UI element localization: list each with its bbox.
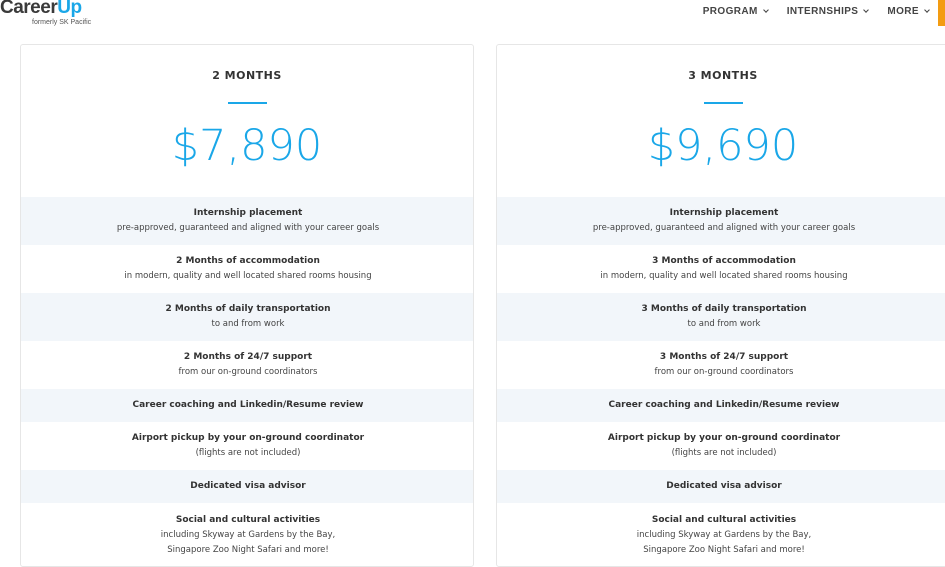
feature-row: Airport pickup by your on-ground coordinator (flights are not included) [607,433,841,458]
nav-item-more[interactable]: MORE [887,6,929,17]
feature-row: 3 Months of accommodation in modern, quality and well located shared rooms housing [600,256,848,281]
logo-wordmark: CareerUp [0,0,82,18]
plan-price: $9,690 [647,121,799,171]
title-divider [704,102,743,104]
feature-row: Social and cultural activities including Skyway at Gardens by the Bay, Singapore Zoo Night Safari and more! [160,514,336,555]
site-header [0,0,945,36]
pricing-card-2-months [20,44,474,567]
plan-title: 2 MONTHS [212,69,282,82]
nav-item-internships[interactable]: INTERNSHIPS [787,6,869,17]
feature-row: 3 Months of daily transportation to and from work [497,293,945,341]
feature-list [497,197,945,567]
main-nav [703,6,929,17]
feature-row: 2 Months of accommodation in modern, quality and well located shared rooms housing [124,256,372,281]
feature-row: Internship placement pre-approved, guaranteed and aligned with your career goals [21,197,474,245]
plan-price: $7,890 [171,121,323,171]
feature-row: Internship placement pre-approved, guaranteed and aligned with your career goals [497,197,945,245]
careerup-logo[interactable] [0,0,110,31]
logo-subtitle: formerly SK Pacific [32,19,92,26]
pricing-card-3-months [496,44,945,567]
plan-title: 3 MONTHS [688,69,758,82]
feature-row: Career coaching and Linkedin/Resume review [497,389,945,422]
nav-item-program[interactable]: PROGRAM [703,6,768,17]
chevron-down-icon [864,7,870,13]
title-divider [228,102,267,104]
feature-row: 2 Months of 24/7 support from our on-ground coordinators [178,352,318,377]
feature-row: Dedicated visa advisor [497,470,945,503]
chevron-down-icon [924,7,930,13]
feature-row: Airport pickup by your on-ground coordinator (flights are not included) [131,433,365,458]
feature-row: Social and cultural activities including Skyway at Gardens by the Bay, Singapore Zoo Night Safari and more! [636,514,812,555]
nav-cta-edge[interactable] [938,0,945,26]
feature-list [21,197,474,567]
feature-row: 3 Months of 24/7 support from our on-ground coordinators [654,352,794,377]
feature-row: Career coaching and Linkedin/Resume review [21,389,474,422]
feature-row: 2 Months of daily transportation to and from work [21,293,474,341]
chevron-down-icon [763,7,769,13]
feature-row: Dedicated visa advisor [21,470,474,503]
